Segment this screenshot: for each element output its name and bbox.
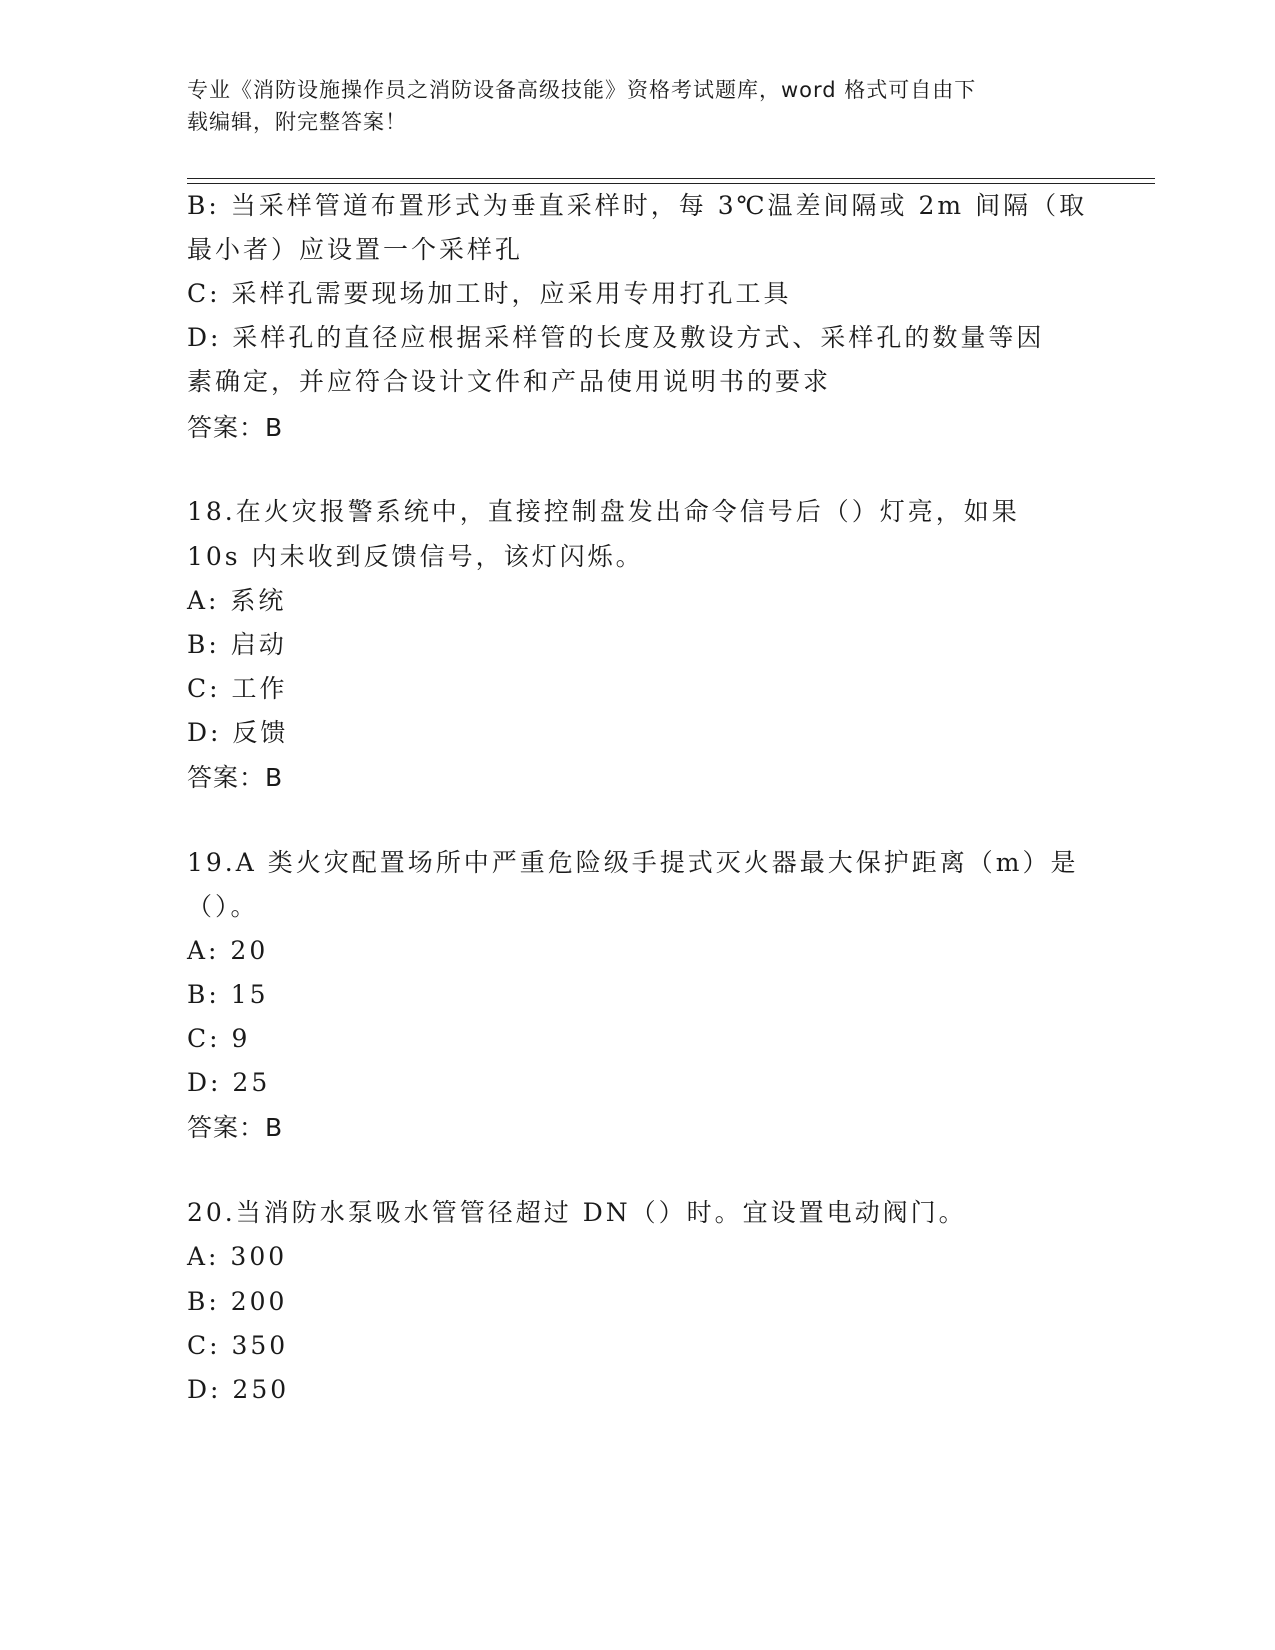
answer-text: 答案：B — [187, 1113, 284, 1142]
header-divider-bottom — [187, 183, 1155, 184]
option-a-text: A: 300 — [187, 1242, 288, 1271]
option-b-text: B: 启动 — [187, 630, 287, 659]
page-header — [187, 74, 1067, 138]
question-stem-continued: （）。 — [187, 892, 259, 921]
header-divider-top — [187, 178, 1155, 179]
option-c-text: C: 350 — [187, 1331, 289, 1360]
option-a-text: A: 系统 — [187, 586, 287, 615]
question-stem-continued: 10s 内未收到反馈信号，该灯闪烁。 — [187, 542, 644, 571]
option-c-text: C: 9 — [187, 1024, 251, 1053]
option-b-text: B: 当采样管道布置形式为垂直采样时，每 3℃温差间隔或 2m 间隔（取 — [187, 191, 1088, 220]
option-c-text: C: 采样孔需要现场加工时，应采用专用打孔工具 — [187, 279, 792, 308]
answer-text: 答案：B — [187, 763, 284, 792]
question-stem: 19.A 类火灾配置场所中严重危险级手提式灭火器最大保护距离（m）是 — [187, 848, 1079, 877]
answer-text: 答案：B — [187, 413, 284, 442]
question-stem: 20.当消防水泵吸水管管径超过 DN（）时。宜设置电动阀门。 — [187, 1198, 967, 1227]
option-d-text: D: 25 — [187, 1068, 271, 1097]
option-d-text: D: 250 — [187, 1375, 290, 1404]
option-d-text-continued: 素确定，并应符合设计文件和产品使用说明书的要求 — [187, 367, 832, 396]
option-c-text: C: 工作 — [187, 674, 288, 703]
header-line-2: 载编辑，附完整答案！ — [187, 110, 407, 134]
option-b-text: B: 200 — [187, 1287, 288, 1316]
option-b-text-continued: 最小者）应设置一个采样孔 — [187, 235, 524, 264]
option-a-text: A: 20 — [187, 936, 269, 965]
header-line-1: 专业《消防设施操作员之消防设备高级技能》资格考试题库，word 格式可自由下 — [187, 78, 977, 102]
question-stem: 18.在火灾报警系统中，直接控制盘发出命令信号后（）灯亮，如果 — [187, 497, 1020, 526]
option-d-text: D: 反馈 — [187, 718, 289, 747]
option-b-text: B: 15 — [187, 980, 269, 1009]
option-d-text: D: 采样孔的直径应根据采样管的长度及敷设方式、采样孔的数量等因 — [187, 323, 1045, 352]
